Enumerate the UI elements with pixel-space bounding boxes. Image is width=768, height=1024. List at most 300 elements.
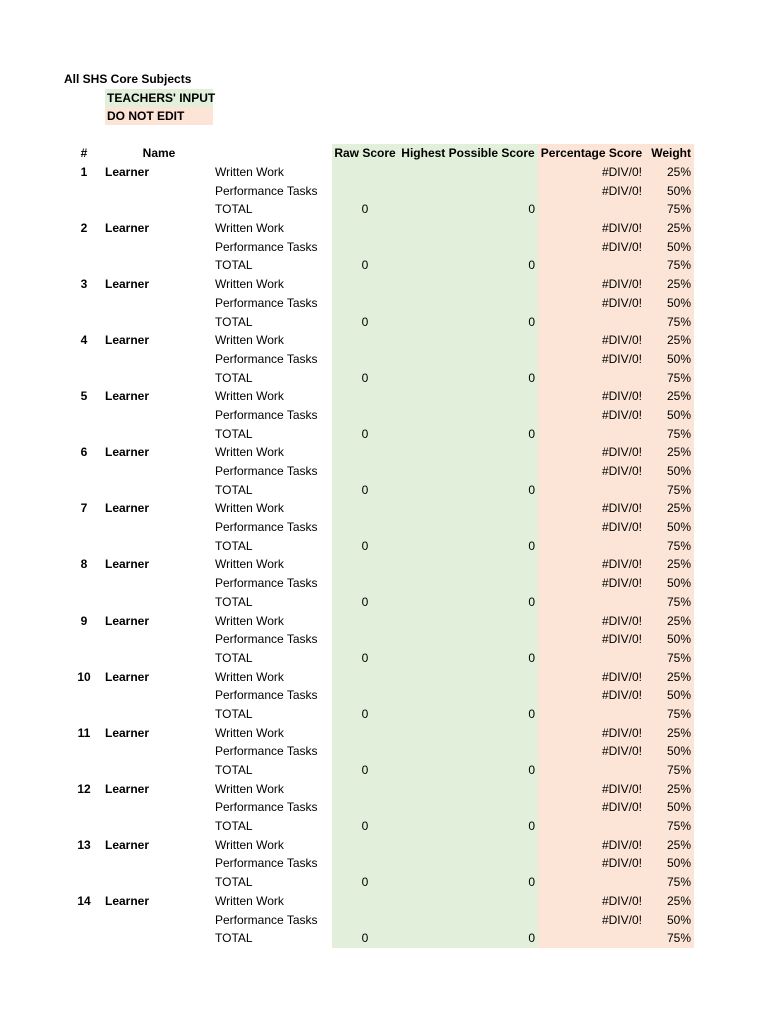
raw-score-cell[interactable]: 0 [332,873,398,892]
raw-score-cell[interactable] [332,387,398,406]
component-cell: TOTAL [215,819,253,834]
raw-score-cell[interactable] [332,742,398,761]
highest-possible-score-cell[interactable] [398,910,538,929]
learner-number [63,518,105,537]
percentage-score-cell: #DIV/0! [538,574,645,593]
table-row [63,593,694,612]
percentage-score-cell [538,536,645,555]
learner-number: 13 [77,837,91,852]
table-row [63,462,694,481]
raw-score-cell[interactable] [332,667,398,686]
highest-possible-score-cell[interactable] [398,237,538,256]
component-cell: Performance Tasks [215,800,318,815]
component-cell: TOTAL [215,314,253,329]
raw-score-cell[interactable]: 0 [332,817,398,836]
learner-name [105,574,213,593]
highest-possible-score-cell[interactable]: 0 [398,593,538,612]
percentage-score-cell [538,929,645,948]
highest-possible-score-cell[interactable] [398,518,538,537]
weight-cell: 50% [645,742,694,761]
learner-number [63,910,105,929]
table-row [63,574,694,593]
highest-possible-score-cell[interactable] [398,723,538,742]
raw-score-cell[interactable]: 0 [332,368,398,387]
weight-cell: 75% [645,424,694,443]
column-header-raw-score: Raw Score [332,144,398,163]
component-cell: Performance Tasks [215,856,318,871]
learner-number: 9 [80,613,88,628]
table-row [63,219,694,238]
raw-score-cell[interactable]: 0 [332,312,398,331]
weight-cell: 25% [645,331,694,350]
highest-possible-score-cell[interactable] [398,350,538,369]
learner-name: Learner [105,781,150,796]
learner-number: 6 [80,445,88,460]
percentage-score-cell [538,200,645,219]
component-cell: Written Work [215,837,284,852]
percentage-score-cell [538,312,645,331]
percentage-score-cell: #DIV/0! [538,275,645,294]
learner-number [63,929,105,948]
sheet-header [64,70,216,125]
percentage-score-cell [538,705,645,724]
raw-score-cell[interactable] [332,854,398,873]
table-row [63,387,694,406]
percentage-score-cell: #DIV/0! [538,462,645,481]
component-cell: Performance Tasks [215,407,318,422]
weight-cell: 75% [645,536,694,555]
percentage-score-cell [538,368,645,387]
raw-score-cell[interactable] [332,219,398,238]
percentage-score-cell: #DIV/0! [538,350,645,369]
component-cell: TOTAL [215,594,253,609]
learner-number [63,817,105,836]
weight-cell: 50% [645,237,694,256]
weight-cell: 75% [645,649,694,668]
highest-possible-score-cell[interactable] [398,555,538,574]
raw-score-cell[interactable] [332,574,398,593]
table-row [63,406,694,425]
component-cell: Written Work [215,781,284,796]
highest-possible-score-cell[interactable] [398,499,538,518]
percentage-score-cell [538,593,645,612]
weight-cell: 75% [645,873,694,892]
weight-cell: 75% [645,256,694,275]
highest-possible-score-cell[interactable] [398,294,538,313]
component-cell: TOTAL [215,538,253,553]
learner-name [105,630,213,649]
percentage-score-cell: #DIV/0! [538,331,645,350]
highest-possible-score-cell[interactable]: 0 [398,424,538,443]
component-cell: Written Work [215,557,284,572]
table-row [63,705,694,724]
learner-name [105,480,213,499]
raw-score-cell[interactable] [332,237,398,256]
learner-number [63,294,105,313]
highest-possible-score-cell[interactable]: 0 [398,480,538,499]
weight-cell: 25% [645,163,694,182]
learner-name: Learner [105,557,150,572]
component-cell: TOTAL [215,650,253,665]
component-cell: Performance Tasks [215,912,318,927]
weight-cell: 75% [645,817,694,836]
raw-score-cell[interactable] [332,443,398,462]
raw-score-cell[interactable] [332,331,398,350]
highest-possible-score-cell[interactable]: 0 [398,256,538,275]
percentage-score-cell: #DIV/0! [538,723,645,742]
learner-name [105,256,213,275]
percentage-score-cell: #DIV/0! [538,181,645,200]
highest-possible-score-cell[interactable] [398,686,538,705]
weight-cell: 75% [645,929,694,948]
learner-number [63,181,105,200]
component-cell: Performance Tasks [215,183,318,198]
weight-cell: 25% [645,275,694,294]
learner-name [105,910,213,929]
table-row [63,256,694,275]
percentage-score-cell [538,424,645,443]
component-cell: TOTAL [215,931,253,946]
component-cell: Performance Tasks [215,239,318,254]
table-row [63,200,694,219]
highest-possible-score-cell[interactable] [398,667,538,686]
component-cell: Written Work [215,221,284,236]
percentage-score-cell: #DIV/0! [538,686,645,705]
percentage-score-cell: #DIV/0! [538,219,645,238]
raw-score-cell[interactable] [332,555,398,574]
highest-possible-score-cell[interactable] [398,462,538,481]
learner-number [63,686,105,705]
component-cell: Performance Tasks [215,632,318,647]
table-row [63,892,694,911]
learner-name: Learner [105,837,150,852]
table-row [63,798,694,817]
table-row [63,181,694,200]
learner-number [63,761,105,780]
raw-score-cell[interactable]: 0 [332,593,398,612]
weight-cell: 50% [645,294,694,313]
highest-possible-score-cell[interactable] [398,574,538,593]
percentage-score-cell: #DIV/0! [538,742,645,761]
highest-possible-score-cell[interactable] [398,275,538,294]
component-cell: TOTAL [215,482,253,497]
highest-possible-score-cell[interactable] [398,742,538,761]
percentage-score-cell: #DIV/0! [538,630,645,649]
percentage-score-cell: #DIV/0! [538,835,645,854]
highest-possible-score-cell[interactable] [398,892,538,911]
learner-number [63,480,105,499]
highest-possible-score-cell[interactable] [398,630,538,649]
percentage-score-cell: #DIV/0! [538,499,645,518]
raw-score-cell[interactable] [332,630,398,649]
raw-score-cell[interactable] [332,892,398,911]
learner-name [105,798,213,817]
weight-cell: 50% [645,350,694,369]
raw-score-cell[interactable] [332,798,398,817]
percentage-score-cell [538,649,645,668]
learner-number [63,200,105,219]
highest-possible-score-cell[interactable]: 0 [398,929,538,948]
raw-score-cell[interactable] [332,779,398,798]
raw-score-cell[interactable]: 0 [332,480,398,499]
raw-score-cell[interactable]: 0 [332,649,398,668]
weight-cell: 75% [645,312,694,331]
percentage-score-cell: #DIV/0! [538,406,645,425]
weight-cell: 50% [645,406,694,425]
table-row [63,667,694,686]
table-row [63,686,694,705]
component-cell: Written Work [215,389,284,404]
component-cell: Performance Tasks [215,464,318,479]
highest-possible-score-cell[interactable] [398,835,538,854]
highest-possible-score-cell[interactable] [398,406,538,425]
table-row [63,163,694,182]
percentage-score-cell: #DIV/0! [538,667,645,686]
weight-cell: 25% [645,779,694,798]
highest-possible-score-cell[interactable]: 0 [398,649,538,668]
column-header-weight: Weight [645,144,694,163]
highest-possible-score-cell[interactable]: 0 [398,536,538,555]
learner-name: Learner [105,501,150,516]
raw-score-cell[interactable]: 0 [332,761,398,780]
component-cell: TOTAL [215,875,253,890]
learner-name [105,742,213,761]
highest-possible-score-cell[interactable] [398,779,538,798]
learner-name [105,686,213,705]
learner-number: 4 [80,333,88,348]
learner-number: 10 [77,669,91,684]
component-cell: Performance Tasks [215,688,318,703]
highest-possible-score-cell[interactable]: 0 [398,368,538,387]
component-cell: Performance Tasks [215,520,318,535]
learner-name [105,181,213,200]
raw-score-cell[interactable]: 0 [332,536,398,555]
highest-possible-score-cell[interactable] [398,611,538,630]
learner-number [63,256,105,275]
learner-number [63,742,105,761]
learner-number [63,630,105,649]
table-row [63,499,694,518]
learner-number [63,649,105,668]
learner-number: 12 [77,781,91,796]
component-cell: Written Work [215,669,284,684]
percentage-score-cell: #DIV/0! [538,854,645,873]
table-row [63,630,694,649]
percentage-score-cell: #DIV/0! [538,798,645,817]
table-row [63,779,694,798]
learner-name [105,200,213,219]
component-cell: Written Work [215,613,284,628]
raw-score-cell[interactable] [332,406,398,425]
learner-name: Learner [105,725,150,740]
raw-score-cell[interactable] [332,181,398,200]
learner-name: Learner [105,277,150,292]
learner-number [63,536,105,555]
raw-score-cell[interactable] [332,835,398,854]
table-row [63,350,694,369]
learner-name [105,873,213,892]
highest-possible-score-cell[interactable] [398,798,538,817]
learner-number: 2 [80,221,88,236]
highest-possible-score-cell[interactable] [398,163,538,182]
grade-table-body [63,163,694,948]
learner-name [105,237,213,256]
learner-number: 1 [80,165,88,180]
table-row [63,424,694,443]
learner-name: Learner [105,389,150,404]
weight-cell: 75% [645,480,694,499]
learner-name: Learner [105,893,150,908]
raw-score-cell[interactable] [332,723,398,742]
learner-name [105,350,213,369]
weight-cell: 25% [645,835,694,854]
highest-possible-score-cell[interactable] [398,219,538,238]
learner-name [105,536,213,555]
learner-number [63,424,105,443]
percentage-score-cell: #DIV/0! [538,294,645,313]
percentage-score-cell: #DIV/0! [538,892,645,911]
percentage-score-cell [538,873,645,892]
weight-cell: 75% [645,761,694,780]
header-row [63,144,694,163]
learner-name [105,593,213,612]
learner-number: 8 [80,557,88,572]
component-cell: Performance Tasks [215,576,318,591]
learner-number [63,462,105,481]
raw-score-cell[interactable] [332,518,398,537]
highest-possible-score-cell[interactable]: 0 [398,817,538,836]
raw-score-cell[interactable]: 0 [332,929,398,948]
weight-cell: 25% [645,499,694,518]
learner-name [105,854,213,873]
weight-cell: 50% [645,854,694,873]
raw-score-cell[interactable] [332,499,398,518]
component-cell: TOTAL [215,763,253,778]
raw-score-cell[interactable] [332,611,398,630]
learner-name: Learner [105,165,150,180]
learner-number: 11 [77,725,91,740]
table-row [63,817,694,836]
legend-teachers-input: TEACHERS' INPUT [107,91,216,105]
highest-possible-score-cell[interactable]: 0 [398,873,538,892]
percentage-score-cell: #DIV/0! [538,910,645,929]
component-cell: TOTAL [215,426,253,441]
learner-number: 5 [80,389,88,404]
weight-cell: 75% [645,705,694,724]
learner-name: Learner [105,221,150,236]
table-row [63,742,694,761]
percentage-score-cell: #DIV/0! [538,555,645,574]
highest-possible-score-cell[interactable] [398,387,538,406]
column-header-component [213,144,332,163]
raw-score-cell[interactable] [332,294,398,313]
table-row [63,910,694,929]
component-cell: TOTAL [215,202,253,217]
learner-number [63,237,105,256]
component-cell: Written Work [215,445,284,460]
highest-possible-score-cell[interactable] [398,854,538,873]
component-cell: Performance Tasks [215,744,318,759]
weight-cell: 25% [645,892,694,911]
highest-possible-score-cell[interactable]: 0 [398,312,538,331]
learner-number [63,854,105,873]
table-row [63,368,694,387]
table-row [63,312,694,331]
raw-score-cell[interactable]: 0 [332,705,398,724]
weight-cell: 50% [645,910,694,929]
raw-score-cell[interactable] [332,462,398,481]
percentage-score-cell [538,761,645,780]
highest-possible-score-cell[interactable]: 0 [398,200,538,219]
table-row [63,237,694,256]
percentage-score-cell [538,256,645,275]
learner-name [105,406,213,425]
learner-name [105,705,213,724]
weight-cell: 75% [645,593,694,612]
weight-cell: 50% [645,518,694,537]
component-cell: Written Work [215,333,284,348]
raw-score-cell[interactable]: 0 [332,424,398,443]
raw-score-cell[interactable] [332,275,398,294]
component-cell: Written Work [215,725,284,740]
learner-name [105,312,213,331]
learner-name [105,424,213,443]
learner-number [63,406,105,425]
weight-cell: 50% [645,181,694,200]
learner-name [105,761,213,780]
percentage-score-cell: #DIV/0! [538,611,645,630]
weight-cell: 50% [645,686,694,705]
raw-score-cell[interactable]: 0 [332,200,398,219]
learner-name [105,649,213,668]
weight-cell: 50% [645,462,694,481]
learner-number [63,593,105,612]
percentage-score-cell [538,480,645,499]
weight-cell: 50% [645,574,694,593]
highest-possible-score-cell[interactable]: 0 [398,761,538,780]
learner-number: 3 [80,277,88,292]
table-row [63,480,694,499]
highest-possible-score-cell[interactable] [398,181,538,200]
raw-score-cell[interactable] [332,910,398,929]
learner-number [63,873,105,892]
raw-score-cell[interactable]: 0 [332,256,398,275]
column-header-highest-possible-score: Highest Possible Score [398,144,538,163]
table-row [63,611,694,630]
learner-name [105,294,213,313]
raw-score-cell[interactable] [332,163,398,182]
legend-do-not-edit: DO NOT EDIT [105,107,213,125]
table-row [63,555,694,574]
component-cell: TOTAL [215,706,253,721]
highest-possible-score-cell[interactable] [398,331,538,350]
component-cell: TOTAL [215,370,253,385]
weight-cell: 25% [645,555,694,574]
raw-score-cell[interactable] [332,686,398,705]
table-row [63,443,694,462]
percentage-score-cell: #DIV/0! [538,237,645,256]
weight-cell: 75% [645,368,694,387]
sheet-title: All SHS Core Subjects [64,72,192,86]
raw-score-cell[interactable] [332,350,398,369]
highest-possible-score-cell[interactable] [398,443,538,462]
learner-number [63,350,105,369]
learner-name [105,518,213,537]
highest-possible-score-cell[interactable]: 0 [398,705,538,724]
percentage-score-cell: #DIV/0! [538,443,645,462]
table-row [63,854,694,873]
weight-cell: 50% [645,798,694,817]
